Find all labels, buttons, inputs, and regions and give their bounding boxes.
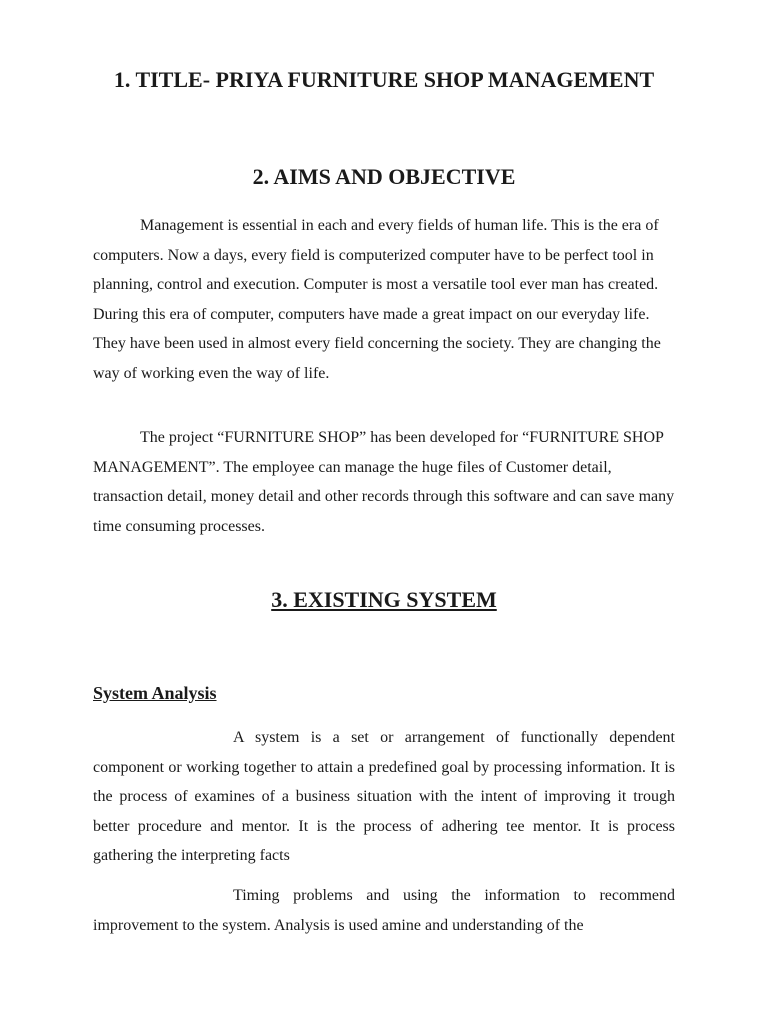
aims-paragraph-1: Management is essential in each and every fields of human life. This is the era of computers. Now a days, every field is computerized computer have to be perfect tool in planning, control and execution. Computer is most a versatile tool ever man has created. During this era of computer, computers have made a great impact on our everyday life. They have been used in almost every field concerning the society. They are changing the way of working even the way of life. (93, 217, 661, 382)
aims-heading: 2. AIMS AND OBJECTIVE (252, 164, 516, 189)
title-heading: 1. TITLE- PRIYA FURNITURE SHOP MANAGEMENT (113, 67, 655, 92)
aims-paragraph-2: The project “FURNITURE SHOP” has been developed for “FURNITURE SHOP MANAGEMENT”. The employee can manage the huge files of Customer detail, transaction detail, money detail and other records through this software and can save many time consuming processes. (93, 429, 675, 535)
analysis-paragraph-1: A system is a set or arrangement of functionally dependent component or working together to attain a predefined goal by processing information. It is the process of examines of a business situation with the intent of improving it trough better procedure and mentor. It is the process of adhering tee mentor. It is process gathering the interpreting facts (93, 729, 675, 864)
system-analysis-heading: System Analysis (93, 683, 217, 703)
analysis-paragraph-2: Timing problems and using the information to recommend improvement to the system. Analysis is used amine and understanding of the (93, 887, 675, 934)
existing-system-heading: 3. EXISTING SYSTEM (271, 587, 497, 612)
